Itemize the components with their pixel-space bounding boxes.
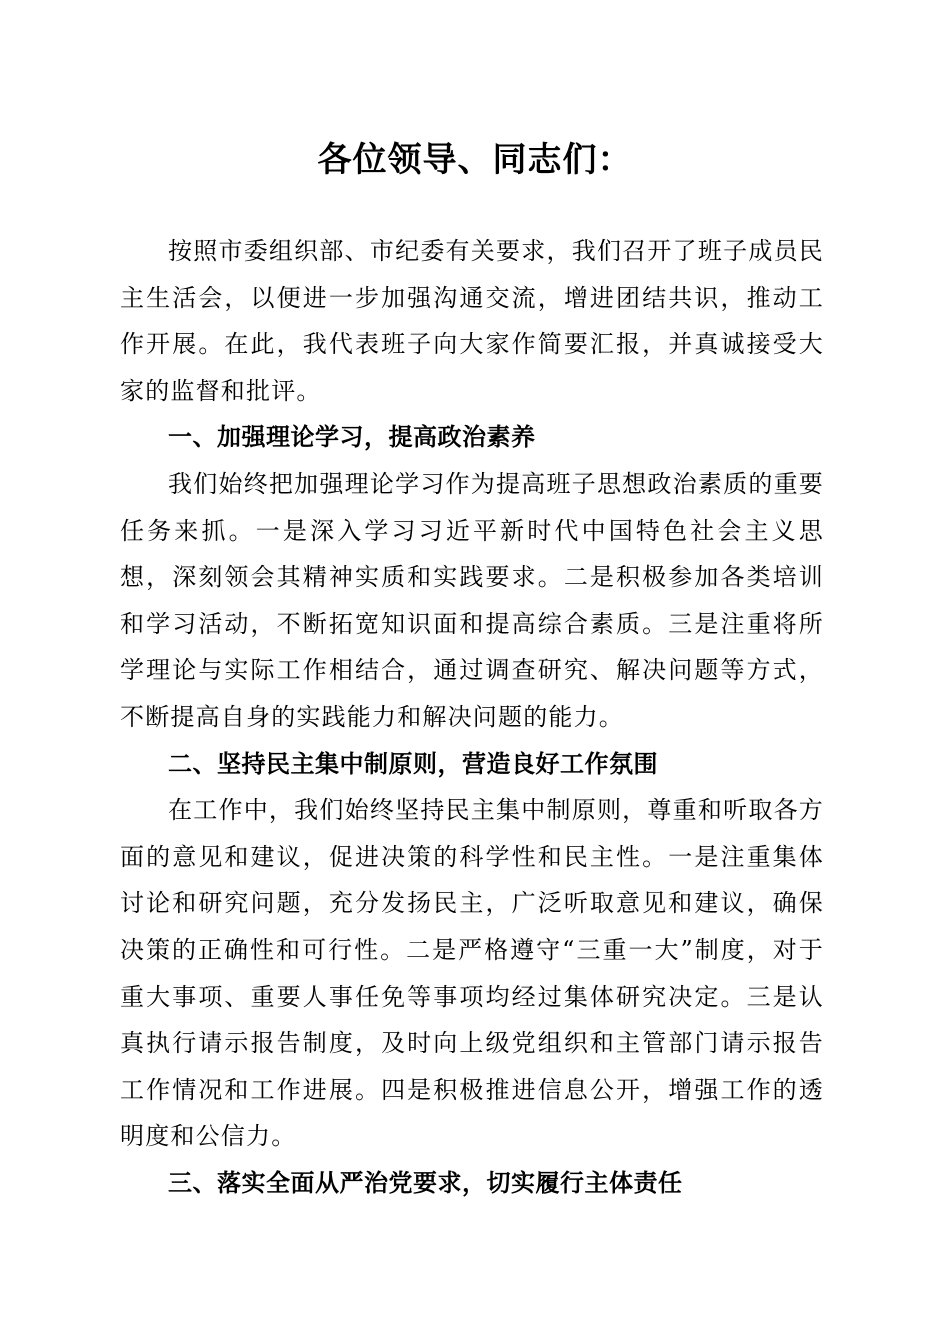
document-title: 各位领导、同志们： bbox=[317, 140, 633, 180]
section-3-heading: 三、落实全面从严治党要求，切实履行主体责任 bbox=[168, 1168, 683, 1197]
document-body bbox=[120, 228, 824, 1206]
section-2-heading: 二、坚持民主集中制原则，营造良好工作氛围 bbox=[168, 749, 658, 778]
section-1-heading: 一、加强理论学习，提高政治素养 bbox=[168, 423, 536, 452]
section-1-paragraph: 我们始终把加强理论学习作为提高班子思想政治素质的重要任务来抓。一是深入学习习近平新时代中国特色社会主义思想，深刻领会其精神实质和实践要求。二是积极参加各类培训和学习活动，不断拓宽知识面和提高综合素质。三是注重将所学理论与实际工作相结合，通过调查研究、解决问题等方式，不断提高自身的实践能力和解决问题的能力。 bbox=[120, 469, 824, 731]
intro-paragraph: 按照市委组织部、市纪委有关要求，我们召开了班子成员民主生活会，以便进一步加强沟通交流，增进团结共识，推动工作开展。在此，我代表班子向大家作简要汇报，并真诚接受大家的监督和批评。 bbox=[120, 237, 824, 405]
section-2-paragraph: 在工作中，我们始终坚持民主集中制原则，尊重和听取各方面的意见和建议，促进决策的科学性和民主性。一是注重集体讨论和研究问题，充分发扬民主，广泛听取意见和建议，确保决策的正确性和可行性。二是严格遵守“三重一大”制度，对于重大事项、重要人事任免等事项均经过集体研究决定。三是认真执行请示报告制度，及时向上级党组织和主管部门请示报告工作情况和工作进展。四是积极推进信息公开，增强工作的透明度和公信力。 bbox=[120, 796, 824, 1151]
